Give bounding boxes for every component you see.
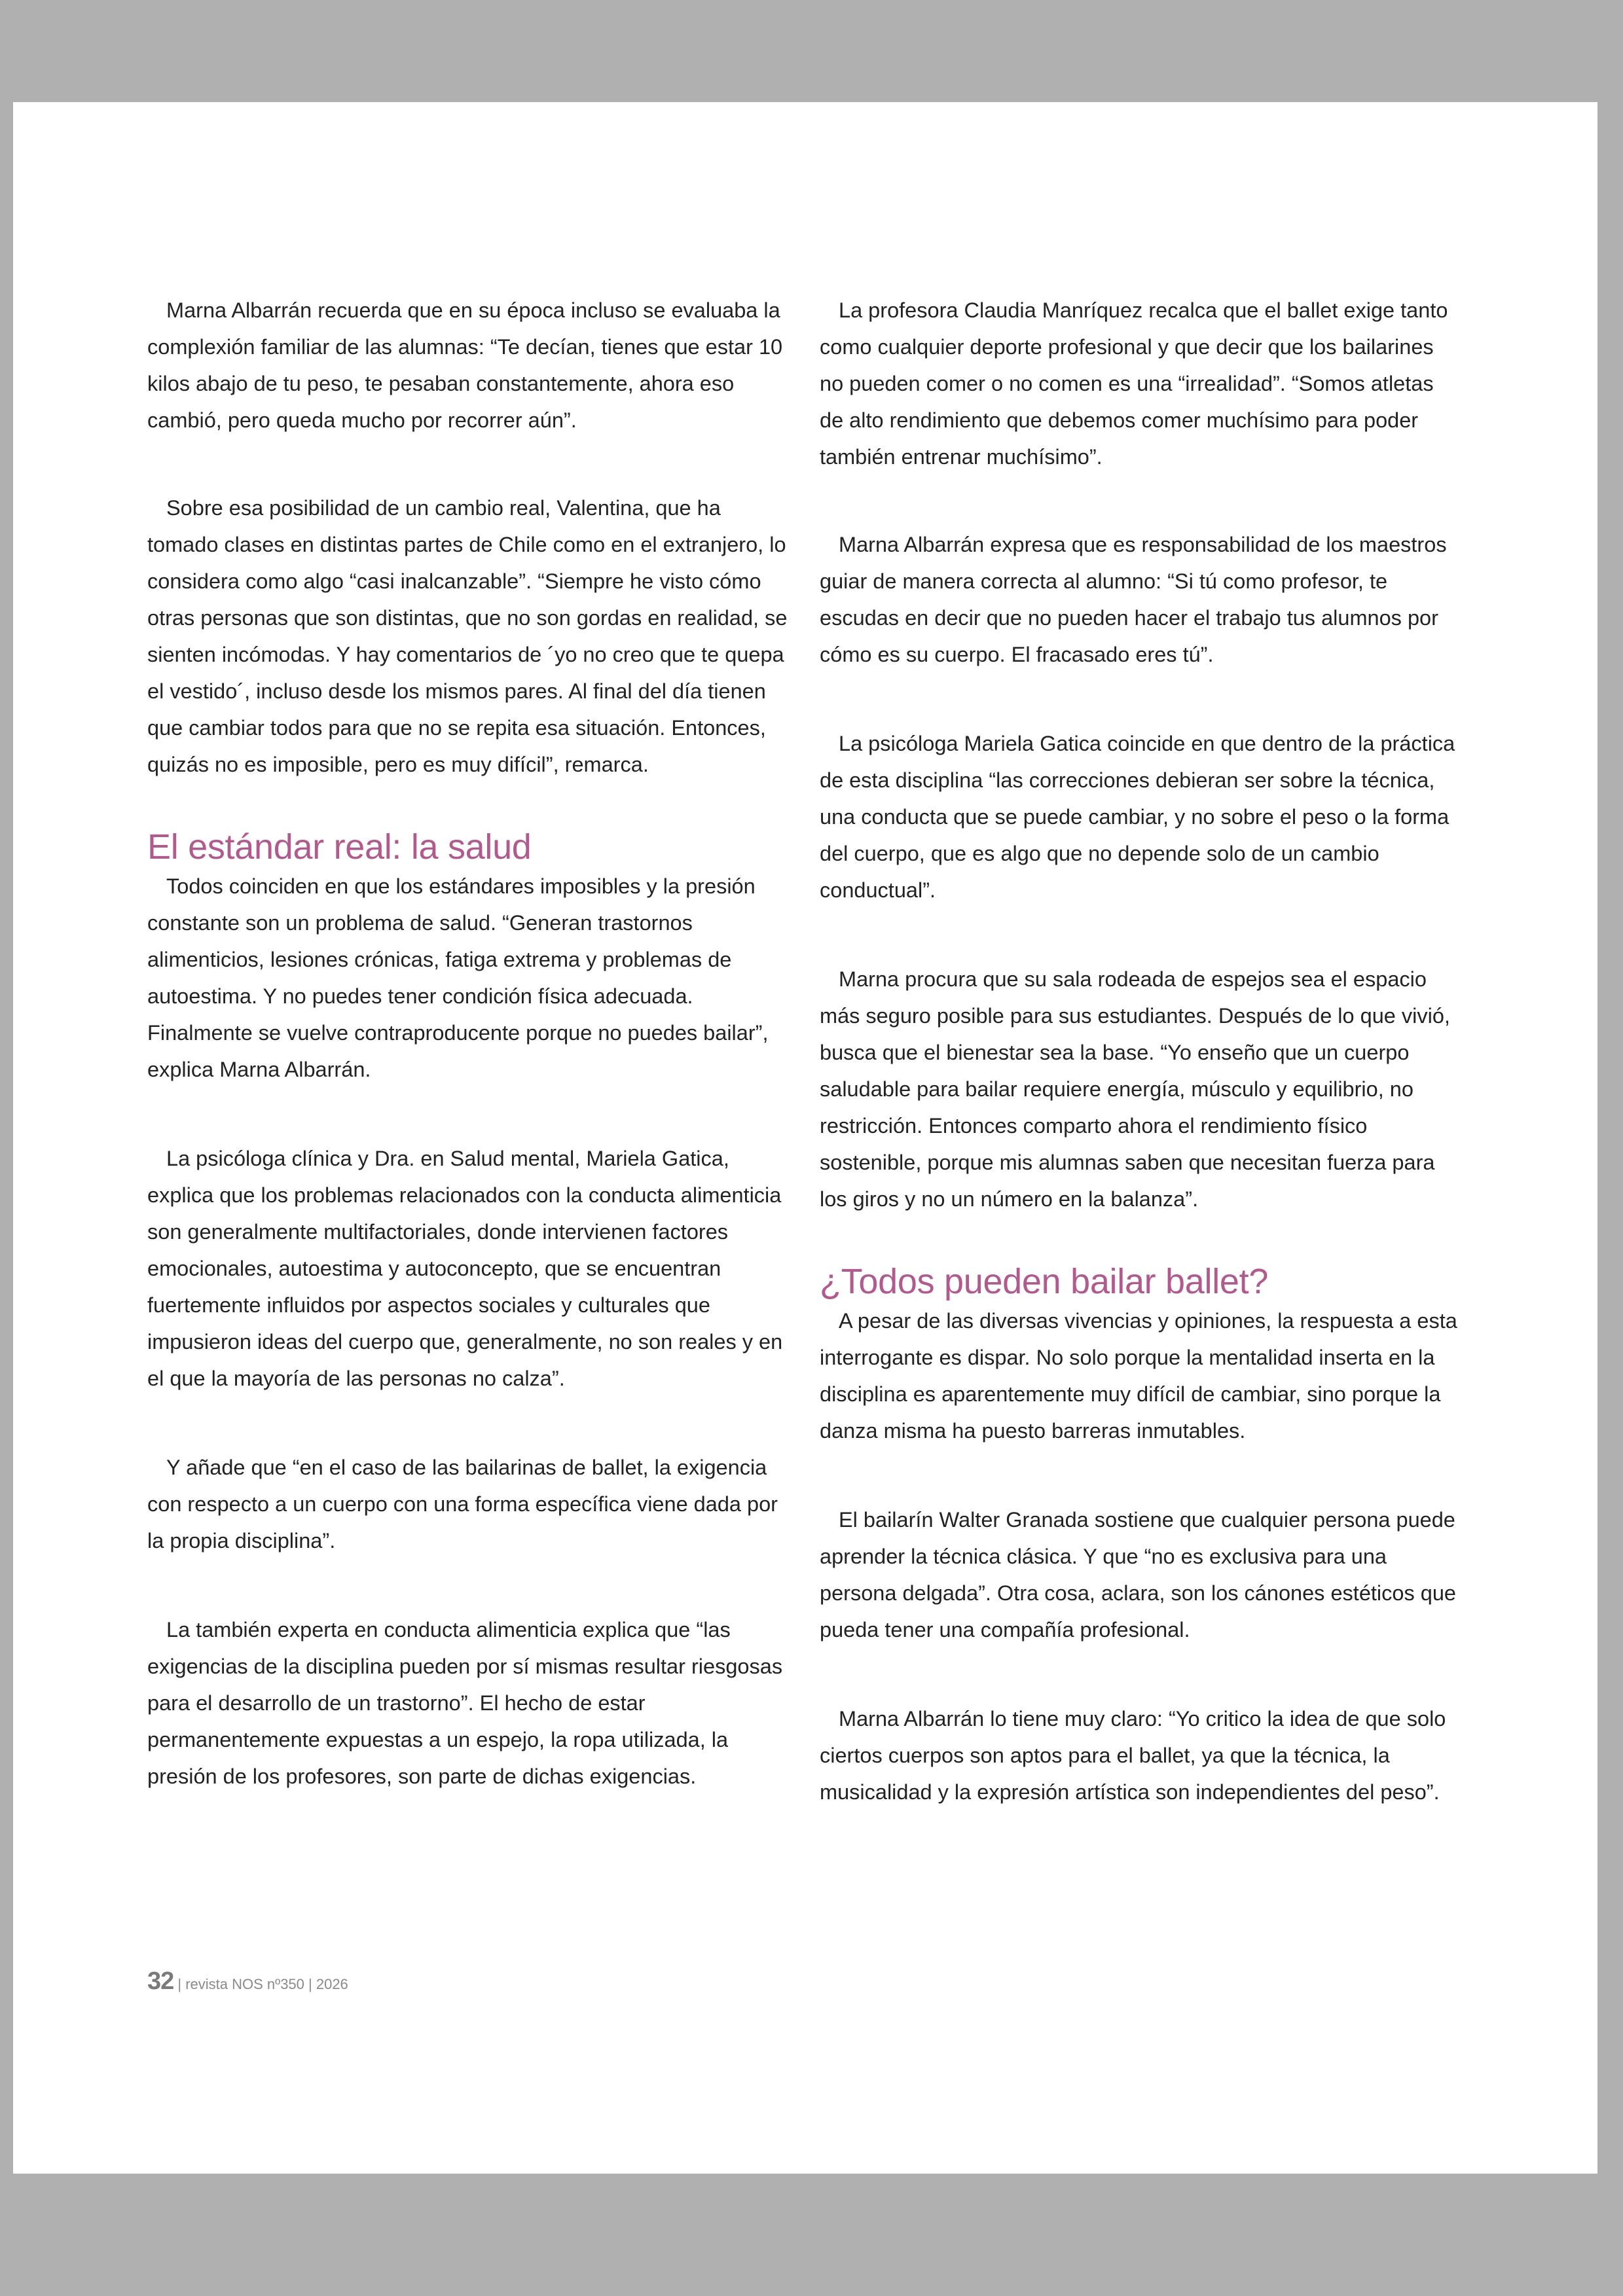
left-paragraph-5: Y añade que “en el caso de las bailarinas de ballet, la exigencia con respecto a un cuerpo con una forma específica viene dada por la propia disciplina”. <box>147 1456 778 1552</box>
left-paragraph-6: La también experta en conducta alimenticia explica que “las exigencias de la disciplina pueden por sí mismas resultar riesgosas para el desarrollo de un trastorno”. El hecho de estar permanentemente expuestas a un espejo, la ropa utilizada, la presión de los profesores, son parte de dichas exigencias. <box>147 1618 783 1788</box>
section-heading-ballet: ¿Todos pueden bailar ballet? <box>820 1262 1269 1301</box>
right-paragraph-1: La profesora Claudia Manríquez recalca que el ballet exige tanto como cualquier deporte profesional y que decir que los bailarines no pueden comer o no comen es una “irrealidad”. “Somos atletas de alto rendimiento que debemos comer muchísimo para poder también entrenar muchísimo”. <box>820 298 1448 469</box>
left-paragraph-3: Todos coinciden en que los estándares imposibles y la presión constante son un problema de salud. “Generan trastornos alimenticios, lesiones crónicas, fatiga extrema y problemas de autoestima. Y no puedes tener condición física adecuada. Finalmente se vuelve contraproducente porque no puedes bailar”, explica Marna Albarrán. <box>147 874 769 1081</box>
right-paragraph-3: La psicóloga Mariela Gatica coincide en que dentro de la práctica de esta disciplina “las correcciones debieran ser sobre la técnica, una conducta que se puede cambiar, y no sobre el peso o la forma del cuerpo, que es algo que no depende solo de un cambio conductual”. <box>820 732 1455 902</box>
right-paragraph-6: El bailarín Walter Granada sostiene que cualquier persona puede aprender la técnica clásica. Y que “no es exclusiva para una persona delgada”. Otra cosa, aclara, son los cánones estéticos que pueda tener una compañía profesional. <box>820 1508 1456 1641</box>
page-number: 32 <box>147 1967 174 1995</box>
section-heading-health: El estándar real: la salud <box>147 827 532 867</box>
left-paragraph-4: La psicóloga clínica y Dra. en Salud mental, Mariela Gatica, explica que los problemas relacionados con la conducta alimenticia son generalmente multifactoriales, donde intervienen factores emocionales, autoestima y autoconcepto, que se encuentran fuertemente influidos por aspectos sociales y culturales que impusieron ideas del cuerpo que, generalmente, no son reales y en el que la mayoría de las personas no calza”. <box>147 1147 783 1390</box>
right-paragraph-4: Marna procura que su sala rodeada de espejos sea el espacio más seguro posible para sus estudiantes. Después de lo que vivió, busca que el bienestar sea la base. “Yo enseño que un cuerpo saludable para bailar requiere energía, músculo y equilibrio, no restricción. Entonces comparto ahora el rendimiento físico sostenible, porque mis alumnas saben que necesitan fuerza para los giros y no un número en la balanza”. <box>820 967 1450 1211</box>
right-paragraph-5: A pesar de las diversas vivencias y opiniones, la respuesta a esta interrogante es dispar. No solo porque la mentalidad inserta en la disciplina es aparentemente muy difícil de cambiar, sino porque la danza misma ha puesto barreras inmutables. <box>820 1309 1457 1443</box>
right-paragraph-2: Marna Albarrán expresa que es responsabilidad de los maestros guiar de manera correcta al alumno: “Si tú como profesor, te escudas en decir que no pueden hacer el trabajo tus alumnos por cómo es su cuerpo. El fracasado eres tú”. <box>820 533 1447 666</box>
magazine-page <box>13 102 1597 2174</box>
left-column <box>147 292 789 1795</box>
right-column <box>820 292 1461 1810</box>
page-footer <box>147 1968 348 1998</box>
left-paragraph-2: Sobre esa posibilidad de un cambio real, Valentina, que ha tomado clases en distintas partes de Chile como en el extranjero, lo considera como algo “casi inalcanzable”. “Siempre he visto cómo otras personas que son distintas, que no son gordas en realidad, se sienten incómodas. Y hay comentarios de ´yo no creo que te quepa el vestido´, incluso desde los mismos pares. Al final del día tienen que cambiar todos para que no se repita esa situación. Entonces, quizás no es imposible, pero es muy difícil”, remarca. <box>147 496 788 776</box>
right-paragraph-7: Marna Albarrán lo tiene muy claro: “Yo critico la idea de que solo ciertos cuerpos son aptos para el ballet, ya que la técnica, la musicalidad y la expresión artística son independientes del peso”. <box>820 1707 1446 1804</box>
publication-info: | revista NOS nº350 | 2026 <box>177 1976 348 1992</box>
left-paragraph-1: Marna Albarrán recuerda que en su época incluso se evaluaba la complexión familiar de las alumnas: “Te decían, tienes que estar 10 kilos abajo de tu peso, te pesaban constantemente, ahora eso cambió, pero queda mucho por recorrer aún”. <box>147 298 783 432</box>
